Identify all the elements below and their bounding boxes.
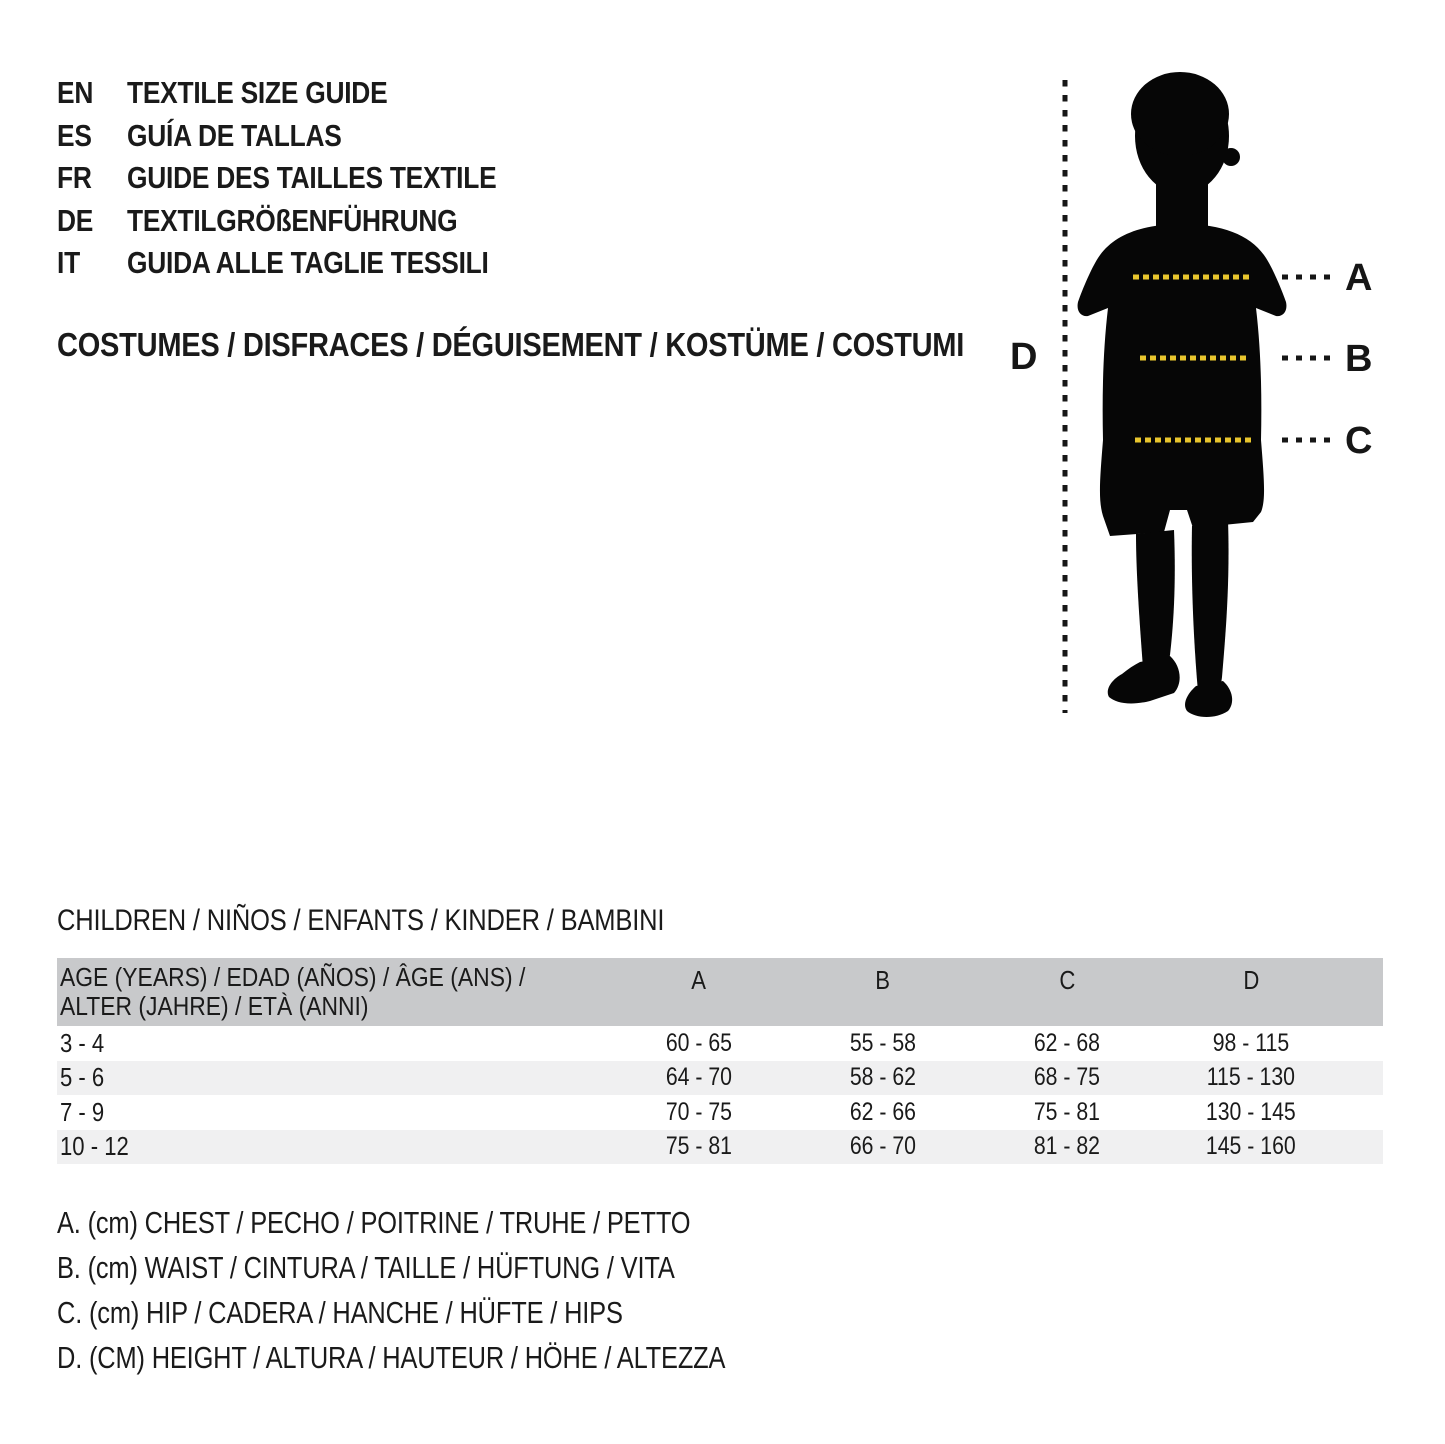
left-shoe-shape — [1108, 656, 1180, 704]
column-header-a: A — [691, 965, 707, 995]
height-label: D — [1010, 336, 1038, 378]
legend-hip: C. (cm) HIP / CADERA / HANCHE / HÜFTE / HIPS — [57, 1294, 623, 1330]
language-code: ES — [57, 117, 92, 153]
language-row-de — [57, 200, 562, 243]
hip-cell: 81 - 82 — [1033, 1132, 1101, 1161]
language-code: DE — [57, 202, 94, 238]
height-cell: 130 - 145 — [1206, 1097, 1296, 1126]
children-section-title: CHILDREN / NIÑOS / ENFANTS / KINDER / BAMBINI — [57, 904, 665, 937]
chest-cell: 75 - 81 — [665, 1132, 733, 1161]
age-header-line1: AGE (YEARS) / EDAD (AÑOS) / ÂGE (ANS) / — [60, 962, 526, 992]
measurement-legend — [57, 1200, 872, 1380]
language-list — [57, 72, 562, 285]
child-silhouette — [1078, 72, 1287, 717]
waist-label: B — [1345, 338, 1373, 380]
chest-cell: 70 - 75 — [665, 1097, 733, 1126]
age-cell: 10 - 12 — [60, 1131, 129, 1162]
table-row — [57, 1061, 1383, 1096]
right-leg-shape — [1192, 520, 1229, 692]
right-shoe-shape — [1185, 681, 1232, 717]
waist-cell: 66 - 70 — [849, 1132, 917, 1161]
size-table — [57, 958, 1383, 1164]
waist-cell: 58 - 62 — [849, 1063, 917, 1092]
age-cell: 7 - 9 — [60, 1096, 105, 1127]
waist-cell: 62 - 66 — [849, 1097, 917, 1126]
age-header-line2: ALTER (JAHRE) / ETÀ (ANNI) — [60, 991, 369, 1021]
hair-shape — [1131, 72, 1229, 156]
legend-chest: A. (cm) CHEST / PECHO / POITRINE / TRUHE / PETTO — [57, 1204, 691, 1240]
chest-cell: 60 - 65 — [665, 1028, 733, 1057]
language-title: GUÍA DE TALLAS — [127, 117, 342, 153]
language-code: FR — [57, 160, 92, 196]
hip-cell: 62 - 68 — [1033, 1028, 1101, 1057]
age-cell: 5 - 6 — [60, 1062, 105, 1093]
height-cell: 115 - 130 — [1206, 1063, 1296, 1092]
waist-cell: 55 - 58 — [849, 1028, 917, 1057]
hip-cell: 75 - 81 — [1033, 1097, 1101, 1126]
hip-cell: 68 - 75 — [1033, 1063, 1101, 1092]
language-row-fr — [57, 157, 562, 200]
height-cell: 145 - 160 — [1206, 1132, 1296, 1161]
age-cell: 3 - 4 — [60, 1027, 105, 1058]
chest-label: A — [1345, 257, 1373, 299]
age-header-cell — [57, 958, 607, 1021]
ear-shape — [1222, 148, 1240, 166]
chest-cell: 64 - 70 — [665, 1063, 733, 1092]
torso-shape — [1078, 224, 1287, 536]
language-row-es — [57, 115, 562, 158]
language-title: TEXTILE SIZE GUIDE — [127, 75, 388, 111]
language-row-it — [57, 242, 562, 285]
category-title: COSTUMES / DISFRACES / DÉGUISEMENT / KOSTÜME / COSTUMI — [57, 326, 965, 363]
table-row — [57, 1130, 1383, 1165]
column-header-d: D — [1243, 965, 1259, 995]
size-table-header-row — [57, 958, 1383, 1026]
left-leg-shape — [1136, 530, 1175, 670]
language-title: TEXTILGRÖßENFÜHRUNG — [127, 202, 458, 238]
language-title: GUIDA ALLE TAGLIE TESSILI — [127, 245, 489, 281]
height-cell: 98 - 115 — [1212, 1028, 1290, 1057]
table-row — [57, 1026, 1383, 1061]
column-header-b: B — [875, 965, 891, 995]
language-title: GUIDE DES TAILLES TEXTILE — [127, 160, 497, 196]
language-code: IT — [57, 245, 80, 281]
legend-height: D. (CM) HEIGHT / ALTURA / HAUTEUR / HÖHE / ALTEZZA — [57, 1339, 726, 1375]
neck-shape — [1156, 172, 1208, 232]
legend-waist: B. (cm) WAIST / CINTURA / TAILLE / HÜFTUNG / VITA — [57, 1249, 675, 1285]
language-code: EN — [57, 75, 94, 111]
table-row — [57, 1095, 1383, 1130]
column-header-c: C — [1059, 965, 1075, 995]
measurement-figure — [990, 50, 1445, 740]
language-row-en — [57, 72, 562, 115]
hip-label: C — [1345, 420, 1373, 462]
